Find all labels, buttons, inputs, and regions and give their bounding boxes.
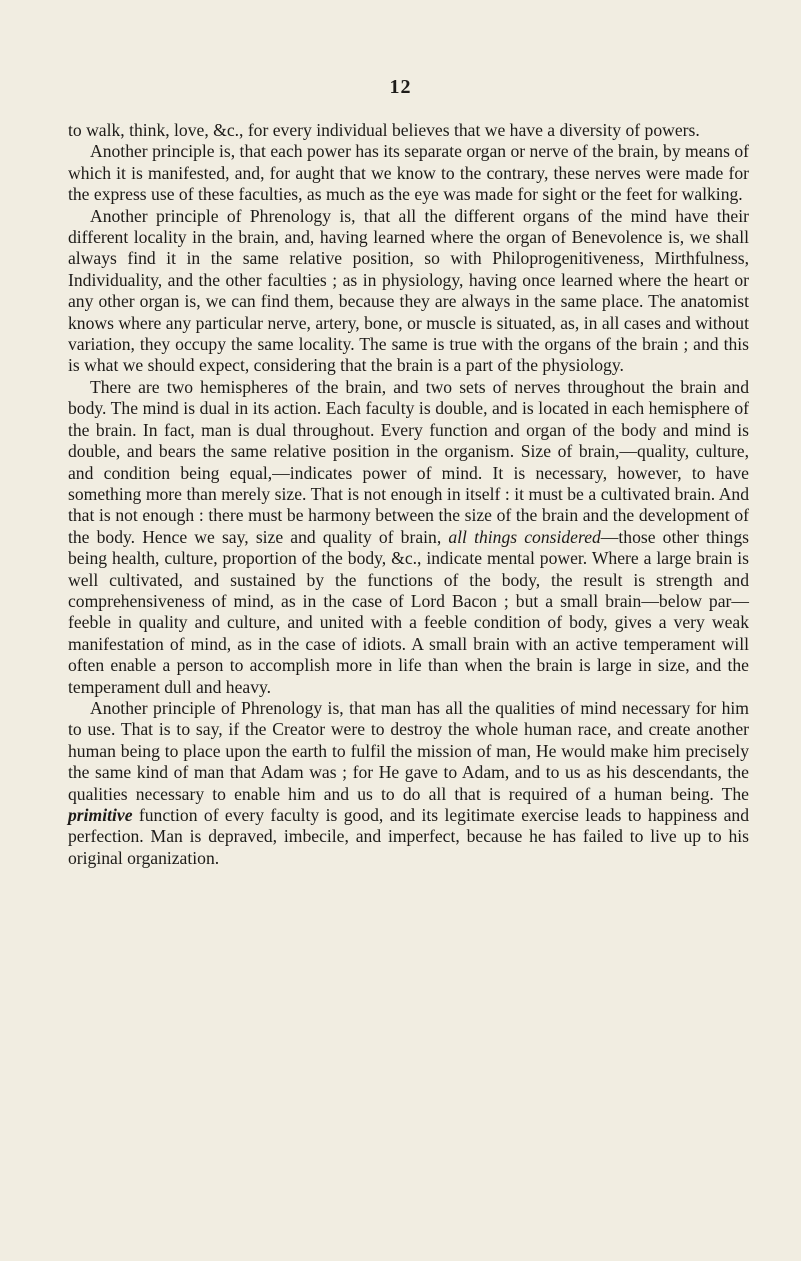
paragraph-4-before: There are two hemispheres of the brain, and two sets of nerves throughout the brain and body. The mind is dual in its action. Each faculty is double, and is located in each hemisphere of the brain. In fact, man is dual throughout. Every function and organ of the body and mind is double, and bears the same relative position in the organism. Size of brain,—quality, culture, and condition being equal,—indicates power of mind. It is necessary, however, to have something more than merely size. That is not enough in itself : it must be a cultivated brain. And that is not enough : there must be harmony between the size of the brain and the development of the body. Hence we say, size and quality of brain, xyxy=(68,376,749,547)
paragraph-4 xyxy=(68,377,749,698)
paragraph-5 xyxy=(68,698,749,869)
paragraph-3: Another principle of Phrenology is, that all the different organs of the mind have their different locality in the brain, and, having learned where the organ of Benevolence is, we shall always find it in the same relative position, so with Philoprogenitiveness, Mirthfulness, Individuality, and the other faculties ; as in physiology, having once learned where the heart or any other organ is, we can find them, because they are always in the same place. The anatomist knows where any particular nerve, artery, bone, or muscle is situated, as, in all cases and without variation, they occupy the same locality. The same is true with the organs of the brain ; and this is what we should expect, considering that the brain is a part of the physiology. xyxy=(68,205,749,376)
paragraph-4-emphasis: all things considered xyxy=(448,526,601,547)
paragraph-5-before: Another principle of Phrenology is, that man has all the qualities of mind necessary for him to use. That is to say, if the Creator were to destroy the whole human race, and create another human being to place upon the earth to fulfil the mission of man, He would make him precisely the same kind of man that Adam was ; for He gave to Adam, and to us as his descendants, the qualities necessary to enable him and us to do all that is required of a human being. The xyxy=(68,697,749,804)
paragraph-1: to walk, think, love, &c., for every individual believes that we have a diversity of powers. xyxy=(68,120,700,140)
page-number: 12 xyxy=(389,76,412,98)
paragraph-5-after: function of every faculty is good, and its legitimate exercise leads to happiness and perfection. Man is depraved, imbecile, and imperfect, because he has failed to live up to his original organization. xyxy=(68,805,749,868)
body-text xyxy=(68,120,749,869)
paragraph-5-emphasis: primitive xyxy=(68,805,133,825)
paragraph-2: Another principle is, that each power has its separate organ or nerve of the brain, by means of which it is manifested, and, for aught that we know to the contrary, these nerves were made for the express use of these faculties, as much as the eye was made for sight or the feet for walking. xyxy=(68,141,749,205)
paragraph-4-after: —those other things being health, culture, proportion of the body, &c., indicate mental power. Where a large brain is well cultivated, and sustained by the functions of the body, the result is strength and comprehensiveness of mind, as in the case of Lord Bacon ; but a small brain—below par—feeble in quality and culture, and united with a feeble condition of body, gives a very weak manifestation of mind, as in the case of idiots. A small brain with an active temperament will often enable a person to accomplish more in life than when the brain is large in size, and the temperament dull and heavy. xyxy=(68,526,749,697)
